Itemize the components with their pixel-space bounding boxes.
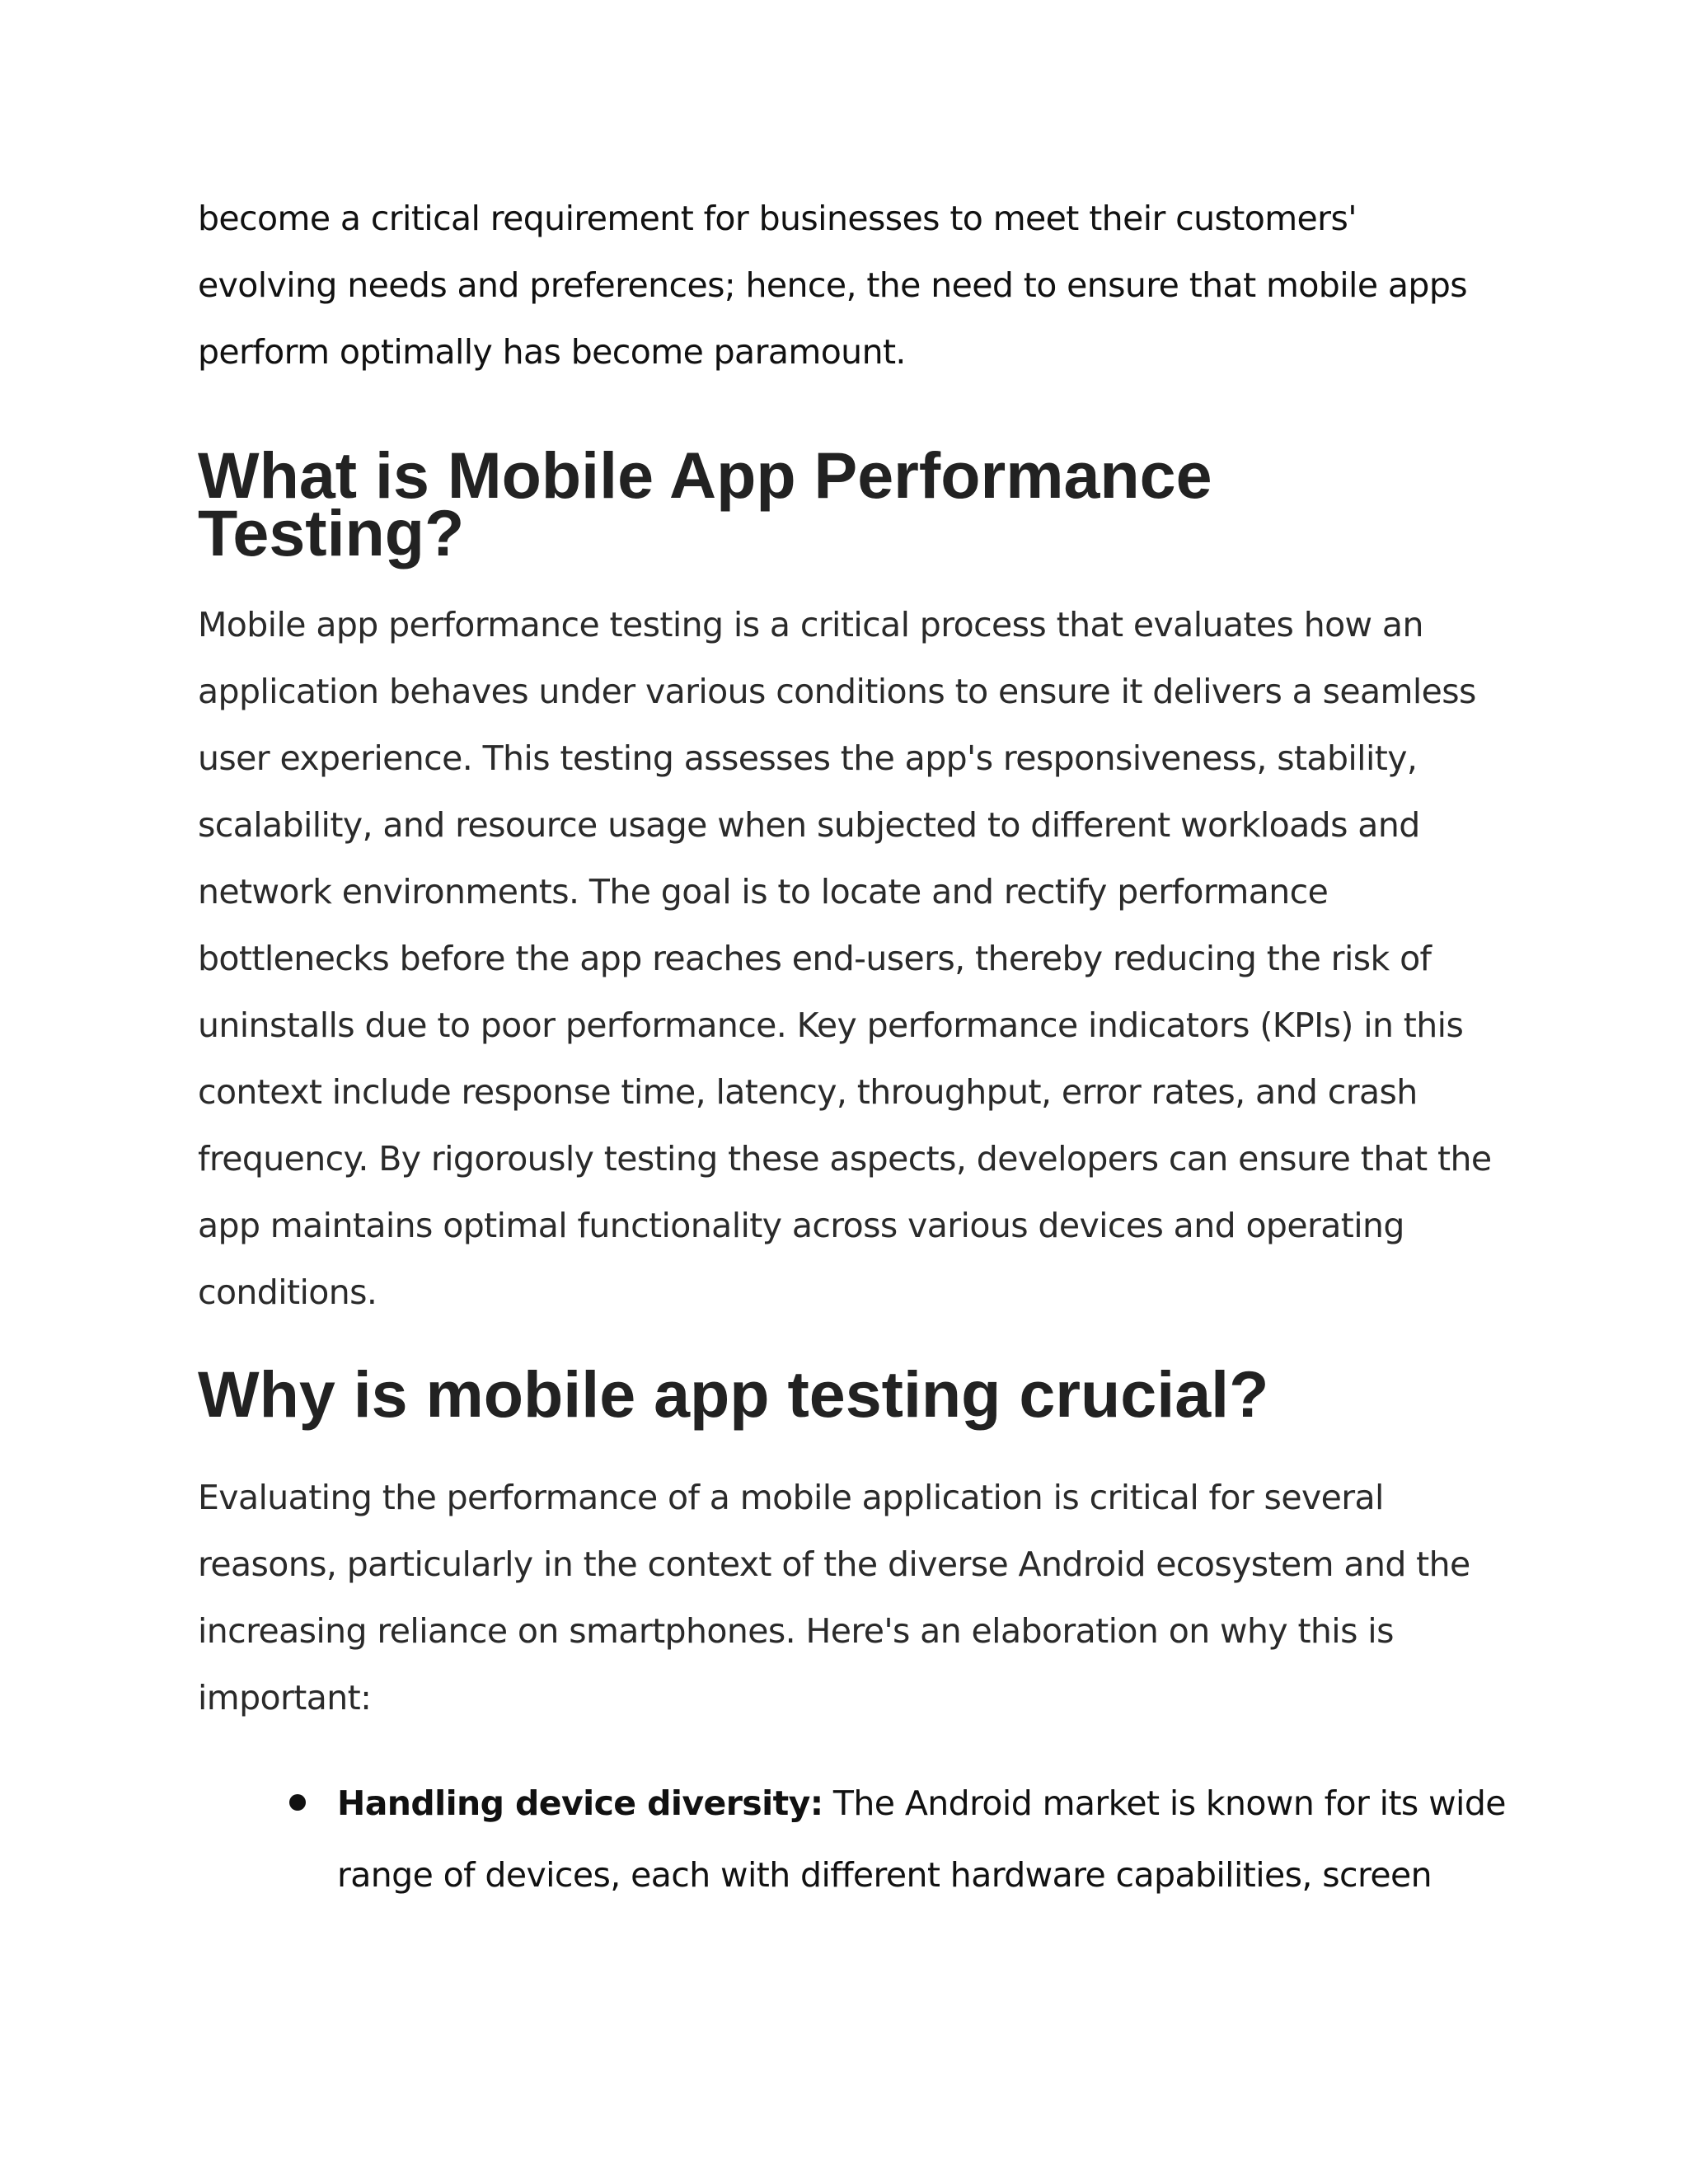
heading-line: What is Mobile App Performance: [198, 438, 1212, 512]
list-item: [198, 1768, 1506, 1911]
body-line: app maintains optimal functionality across various devices and operating: [198, 1206, 1404, 1245]
body-line: frequency. By rigorously testing these aspects, developers can ensure that the: [198, 1139, 1492, 1179]
performance-testing-paragraph: [198, 592, 1500, 1326]
body-line: conditions.: [198, 1272, 377, 1312]
intro-line: evolving needs and preferences; hence, the need to ensure that mobile apps: [198, 265, 1468, 305]
intro-line: become a critical requirement for businesses to meet their customers': [198, 199, 1357, 238]
body-line: scalability, and resource usage when subjected to different workloads and: [198, 805, 1420, 845]
heading-line: Why is mobile app testing crucial?: [198, 1357, 1269, 1431]
section-heading-performance-testing: [198, 438, 1500, 569]
bullet-line: range of devices, each with different hardware capabilities, screen: [337, 1855, 1432, 1895]
body-line: context include response time, latency, throughput, error rates, and crash: [198, 1072, 1418, 1112]
body-line: reasons, particularly in the context of the diverse Android ecosystem and the: [198, 1544, 1470, 1584]
body-line: Evaluating the performance of a mobile application is critical for several: [198, 1478, 1384, 1517]
body-line: Mobile app performance testing is a critical process that evaluates how an: [198, 605, 1423, 644]
bullet-line: [337, 1768, 1506, 1840]
intro-line: perform optimally has become paramount.: [198, 332, 906, 372]
bullet-dot-icon: [289, 1794, 306, 1811]
bullet-text: The Android market is known for its wide: [823, 1783, 1506, 1823]
why-testing-paragraph: [198, 1465, 1500, 1732]
body-line: network environments. The goal is to locate and rectify performance: [198, 872, 1329, 912]
document-page: [198, 185, 1506, 1911]
body-line: user experience. This testing assesses the app's responsiveness, stability,: [198, 738, 1418, 778]
reasons-bullet-list: [198, 1768, 1506, 1911]
heading-line: Testing?: [198, 496, 465, 569]
bullet-title: Handling device diversity:: [337, 1783, 823, 1823]
body-line: important:: [198, 1678, 372, 1718]
body-line: bottlenecks before the app reaches end-users, thereby reducing the risk of: [198, 939, 1432, 978]
body-line: uninstalls due to poor performance. Key performance indicators (KPIs) in this: [198, 1005, 1464, 1045]
body-line: increasing reliance on smartphones. Here's an elaboration on why this is: [198, 1611, 1394, 1651]
section-heading-why-testing-crucial: [198, 1357, 1500, 1431]
intro-paragraph: [198, 185, 1500, 386]
body-line: application behaves under various conditions to ensure it delivers a seamless: [198, 672, 1476, 711]
